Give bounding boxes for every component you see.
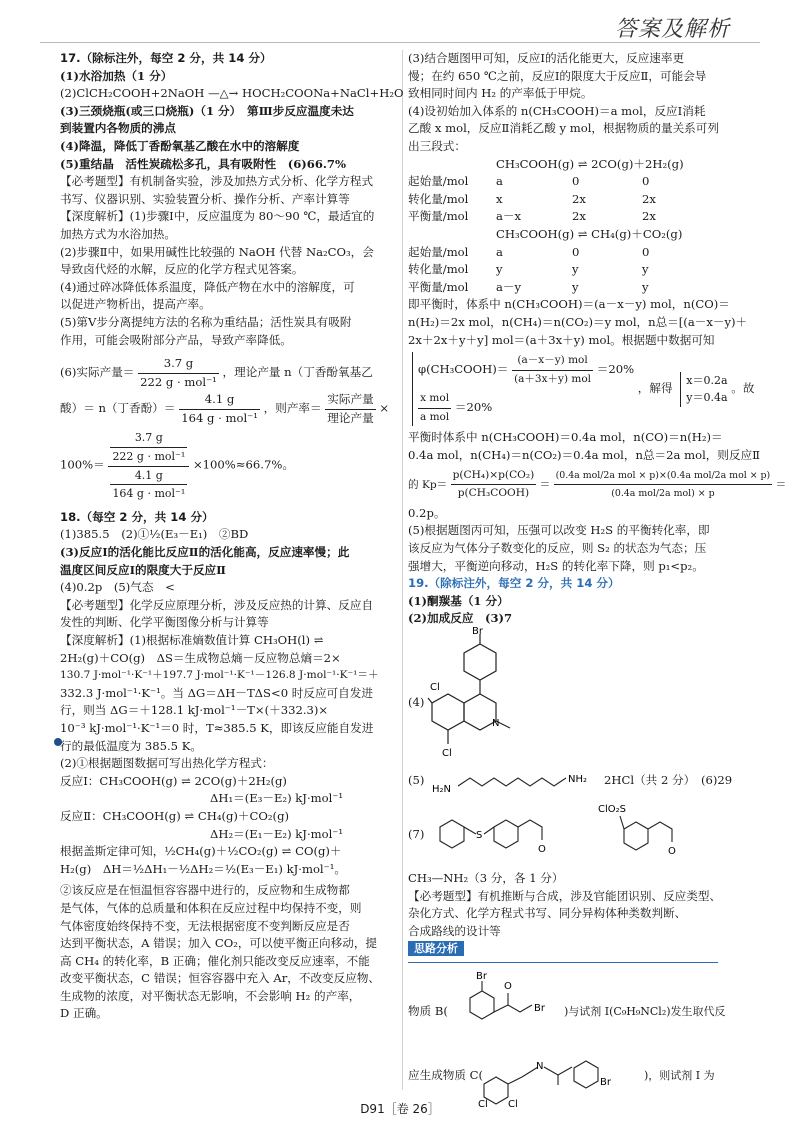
bromophenyl-ring	[464, 644, 496, 680]
q18-answer-4: (4)0.2p (5)气态 <	[60, 580, 175, 595]
h2n-label: H₂N	[432, 784, 452, 795]
q17-answer-4: (4)降温，降低丁香酚氧基乙酸在水中的溶解度	[60, 138, 300, 153]
q19-answer-8: CH₃—NH₂（3 分，各 1 分）	[408, 871, 564, 885]
q18-analysis-1g: 行的最低温度为 385.5 K。	[60, 738, 202, 753]
q18-analysis-3e: 高 CH₄ 的转化率，B 正确；催化剂只能改变反应速率，不能	[60, 953, 370, 968]
bond-cl-left	[428, 698, 432, 703]
c-cl-label-1: Cl	[478, 1098, 488, 1110]
cl-label-1: Cl	[430, 682, 440, 693]
b-o-label: O	[504, 980, 512, 992]
q18-type-b: 发性的判断、化学平衡图像分析与计算等	[60, 615, 269, 630]
q18-hess-1: 根据盖斯定律可知，½CH₄(g)＋½CO₂(g) ⇌ CO(g)＋	[60, 844, 342, 859]
q19-type-a: 【必考题型】有机推断与合成，涉及官能团识别、反应类型、	[408, 888, 722, 903]
q17-analysis-5b: 作用，可能会吸附部分产品，导致产率降低。	[60, 332, 292, 347]
aryl-ring-2	[624, 822, 648, 850]
c-cl-label-2: Cl	[508, 1098, 518, 1110]
q18-analysis-1a: 【深度解析】(1)根据标准熵数值计算 CH₃OH(l) ⇌	[60, 633, 324, 647]
q18-reaction-2-dh: ΔH₂＝(E₁－E₂) kJ·mol⁻¹	[210, 826, 344, 841]
three-stage-eq-2: CH₃COOH(g) ⇌ CH₄(g)＋CO₂(g)	[496, 226, 683, 241]
q17-calc-1: (6)实际产量＝ $\frac{3.7 g}{\text{222 g · mol⁻¹}}$ ，理论产量 n（丁香酚氧基乙	[60, 356, 373, 389]
q18-analysis-r5a: 平衡时体系中 n(CH₃COOH)＝0.4a mol，n(CO)＝n(H₂)＝	[408, 430, 723, 445]
q18-analysis-1e: 行，则当 ΔG＝＋128.1 kJ·mol⁻¹－T×(＋332.3)×	[60, 703, 329, 718]
structure-4	[430, 628, 570, 768]
three-stage-table-2: 起始量/mol a 0 0 转化量/mol y y y 平衡量/mol a－y y y	[408, 244, 650, 294]
header-rule	[40, 42, 760, 43]
br-label: Br	[472, 626, 483, 637]
clo2s-label: ClO₂S	[598, 804, 626, 815]
q18-analysis-r8b: 该反应为气体分子数变化的反应，则 S₂ 的状态为气态；压	[408, 541, 707, 556]
q18-analysis-3g: 生成物的浓度，对平衡状态无影响，不会影响 H₂ 的产率，	[60, 988, 361, 1003]
q19-type-b: 杂化方式、化学方程式书写、同分异构体种类数判断、	[408, 906, 687, 921]
q18-answer-3a: (3)反应Ⅰ的活化能比反应Ⅱ的活化能高，反应速率慢；此	[60, 545, 350, 560]
q18-analysis-r3b: n(H₂)＝2x mol，n(CH₄)＝n(CO₂)＝y mol，n总＝[(a－x－y)＋	[408, 314, 748, 329]
substance-b-line: 物质 B( Br O Br )与试剂 I(C₉H₉NCl₂)发生取代反	[408, 969, 718, 1045]
q18-analysis-r3a: 即平衡时，体系中 n(CH₃COOH)＝(a－x－y) mol，n(CO)＝	[408, 297, 730, 312]
q18-analysis-r2b: 乙酸 x mol，反应Ⅱ消耗乙酸 y mol，根据物质的量关系可列	[408, 121, 719, 136]
q18-analysis-r2a: (4)设初始加入体系的 n(CH₃COOH)＝a mol，反应Ⅰ消耗	[408, 103, 706, 118]
q18-reaction-2: 反应Ⅱ：CH₃COOH(g) ⇌ CH₄(g)＋CO₂(g)	[60, 808, 290, 823]
bond-s	[484, 827, 494, 834]
q18-type-a: 【必考题型】化学反应原理分析，涉及反应热的计算、反应自	[60, 597, 374, 612]
n-label: N	[492, 718, 500, 729]
ketone-chain-1	[518, 820, 542, 840]
q17-analysis-5a: (5)第Ⅴ步分离提纯方法的名称为重结晶；活性炭具有吸附	[60, 314, 352, 329]
q18-hess-2: H₂(g) ΔH＝½ΔH₁－½ΔH₂＝½(E₃－E₁) kJ·mol⁻¹。	[60, 861, 347, 876]
q17-calc-2: 酸）＝ n（丁香酚）＝ $\frac{4.1 g}{\text{164 g · mol⁻¹}}$ ，则产率＝ $\frac{\text{实际产量}}{\text{理论产量}}$ ×	[60, 392, 390, 425]
nh2-label: NH₂	[568, 774, 588, 785]
kp-expression: 的 Kp＝ $\frac{\text{p(CH₄)×p(CO₂)}}{\text{p(CH₃COOH)}}$ ＝ $\frac{\text{(0.4a mol/2a mol × p)×(0.4a mol/2a mol × p)}}{\text{(0.4a mol/2a mol) × p}}$ ＝	[408, 468, 787, 500]
left-column	[60, 50, 404, 1023]
q18-analysis-3h: D 正确。	[60, 1006, 108, 1021]
q18-analysis-r8c: 强增大，平衡逆向移动，H₂S 的转化率下降，则 p₁<p₂。	[408, 558, 704, 573]
q18-analysis-r1c: 致相同时间内 H₂ 的产率低于甲烷。	[408, 86, 593, 101]
q17-analysis-1b: 加热方式为水浴加热。	[60, 226, 176, 241]
q17-answer-2: (2)ClCH₂COOH+2NaOH —△→ HOCH₂COONa+NaCl+H₂O	[60, 86, 404, 101]
bond-ch2	[464, 827, 476, 834]
ketone-chain-2	[648, 822, 672, 842]
q19-answer-2: (2)加成反应 (3)7	[408, 611, 513, 626]
q19-heading: 19.（除标注外，每空 2 分，共 14 分）	[408, 576, 620, 591]
page-header-title: 答案及解析	[614, 17, 730, 42]
q18-analysis-3c: 气体密度始终保持不变，无法根据密度不变判断反应是否	[60, 918, 350, 933]
q19-answer-4: (4) Br Cl Cl N	[408, 628, 718, 768]
diamine-chain	[458, 778, 566, 786]
o-label-1: O	[538, 844, 546, 855]
q19-type-c: 合成路线的设计等	[408, 923, 501, 938]
q18-analysis-1b: 2H₂(g)＋CO(g) ΔS＝生成物总熵－反应物总熵＝2×	[60, 650, 341, 665]
q18-analysis-1c: 130.7 J·mol⁻¹·K⁻¹＋197.7 J·mol⁻¹·K⁻¹－126.8 J·mol⁻¹·K⁻¹＝＋	[60, 669, 379, 682]
aryl-ring-1	[494, 820, 518, 848]
q17-answer-1: (1)水浴加热（1 分）	[60, 68, 173, 83]
q18-analysis-r3c: 2x＋2x＋y＋y] mol＝(a＋3x＋y) mol。根据题中数据可知	[408, 332, 715, 347]
q17-type-a: 【必考题型】有机制备实验，涉及加热方式分析、化学方程式	[60, 174, 374, 189]
equation-system: φ(CH₃COOH)＝ $\frac{\text{(a－x－y) mol}}{\text{(a＋3x＋y) mol}}$ ＝20% $\frac{\text{x mol}}{\text{a mol}}$ ＝20% ，解得 x＝0.2a y＝0.4a 。故	[408, 352, 718, 426]
b-br-label-1: Br	[476, 970, 487, 982]
q18-answer-1: (1)385.5 (2)①½(E₃－E₁) ②BD	[60, 527, 249, 542]
q18-analysis-3b: 是气体，气体的总质量和体积在反应过程中均保持不变，则	[60, 900, 362, 915]
structure-b	[458, 969, 568, 1045]
q19-answer-1: (1)酮羰基（1 分）	[408, 593, 509, 608]
q17-answer-3b: 到装置内各物质的沸点	[60, 121, 176, 136]
column-divider	[402, 50, 403, 1090]
three-stage-table-1: 起始量/mol a 0 0 转化量/mol x 2x 2x 平衡量/mol a－x 2x 2x	[408, 174, 656, 224]
q18-analysis-r1b: 慢；在约 650 ℃之前，反应Ⅰ的限度大于反应Ⅱ，可能会导	[408, 68, 707, 83]
three-stage-eq-1: CH₃COOH(g) ⇌ 2CO(g)＋2H₂(g)	[496, 156, 684, 171]
right-column	[408, 50, 787, 1110]
q17-analysis-4b: 以促进产物析出，提高产率。	[60, 297, 211, 312]
q18-analysis-3d: 达到平衡状态，A 错误；加入 CO₂，可以使平衡正向移动，提	[60, 936, 378, 951]
q17-analysis-4a: (4)通过碎冰降低体系温度，降低产物在水中的溶解度，可	[60, 279, 355, 294]
c-br-label: Br	[600, 1076, 611, 1088]
page-footer: D91［卷 26］	[360, 1102, 440, 1116]
q17-type-b: 书写、仪器识别、实验装置分析、操作分析、产率计算等	[60, 191, 350, 206]
q18-analysis-2: (2)①根据题图数据可写出热化学方程式：	[60, 756, 274, 771]
q17-analysis-2a: (2)步骤Ⅱ中，如果用碱性比较强的 NaOH 代替 Na₂CO₃，会	[60, 244, 374, 259]
b-br-label-2: Br	[534, 1002, 545, 1014]
s-label: S	[476, 830, 483, 841]
cl-label-2: Cl	[442, 748, 452, 759]
think-analysis-badge: 思路分析	[408, 940, 718, 963]
q19-answer-7: (7) S O ClO₂S O	[408, 798, 718, 870]
q18-analysis-3a: ②该反应是在恒温恒容容器中进行的，反应物和生成物都	[60, 883, 350, 898]
q18-answer-3b: 温度区间反应Ⅰ的限度大于反应Ⅱ	[60, 562, 226, 577]
structure-7	[430, 798, 720, 870]
benzyl-ring	[440, 820, 464, 848]
q17-calc-3: 100%＝ $\frac{\frac{3.7 g}{\text{222 g · mol⁻¹}}}{\frac{4.1 g}{\text{164 g · mol⁻¹}}}$ ×100%≈66.7%。	[60, 431, 294, 501]
q18-kp-result: 0.2p。	[408, 505, 446, 520]
q18-analysis-r5b: 0.4a mol，n(CH₄)＝n(CO₂)＝0.4a mol，n总＝2a mol，则反应Ⅱ	[408, 448, 761, 463]
q18-analysis-r2c: 出三段式：	[408, 138, 466, 153]
q18-analysis-1f: 10⁻³ kJ·mol⁻¹·K⁻¹＝0 时，T≈385.5 K，即该反应能自发进	[60, 720, 374, 735]
q18-analysis-r1a: (3)结合题图甲可知，反应Ⅰ的活化能更大，反应速率更	[408, 51, 685, 65]
dichloro-ring	[432, 694, 464, 730]
q17-answer-3a: (3)三颈烧瓶(或三口烧瓶)（1 分） 第Ⅲ步反应温度未达	[60, 103, 354, 118]
o-label-2: O	[668, 846, 676, 857]
q18-analysis-r8a: (5)根据题图丙可知，压强可以改变 H₂S 的平衡转化率，即	[408, 523, 710, 538]
q18-reaction-1-dh: ΔH₁＝(E₃－E₂) kJ·mol⁻¹	[210, 791, 344, 806]
q18-analysis-3f: 改变平衡状态，C 错误；恒容容器中充入 Ar，不改变反应物、	[60, 971, 381, 986]
bond-so2cl	[620, 816, 624, 829]
q18-heading: 18.（每空 2 分，共 14 分）	[60, 509, 214, 524]
q18-analysis-1d: 332.3 J·mol⁻¹·K⁻¹。当 ΔG＝ΔH－TΔS<0 时反应可自发进	[60, 685, 373, 700]
substance-c-line: 应生成物质 C( Cl Cl N Br )，则试剂 I 为	[408, 1045, 718, 1107]
q17-analysis-2b: 导致卤代烃的水解，反应的化学方程式见答案。	[60, 262, 304, 277]
q18-reaction-1: 反应Ⅰ：CH₃COOH(g) ⇌ 2CO(g)＋2H₂(g)	[60, 773, 287, 788]
structure-5	[432, 768, 602, 798]
q19-answer-5: (5) H₂N NH₂ 2HCl（共 2 分） (6)29	[408, 768, 718, 798]
q17-analysis-1a: 【深度解析】(1)步骤Ⅰ中，反应温度为 80～90 ℃，最适宜的	[60, 209, 375, 224]
q17-answer-5: (5)重结晶 活性炭疏松多孔，具有吸附性 (6)66.7%	[60, 156, 347, 171]
q17-heading: 17.（除标注外，每空 2 分，共 14 分）	[60, 51, 272, 65]
c-n-label: N	[536, 1060, 544, 1072]
